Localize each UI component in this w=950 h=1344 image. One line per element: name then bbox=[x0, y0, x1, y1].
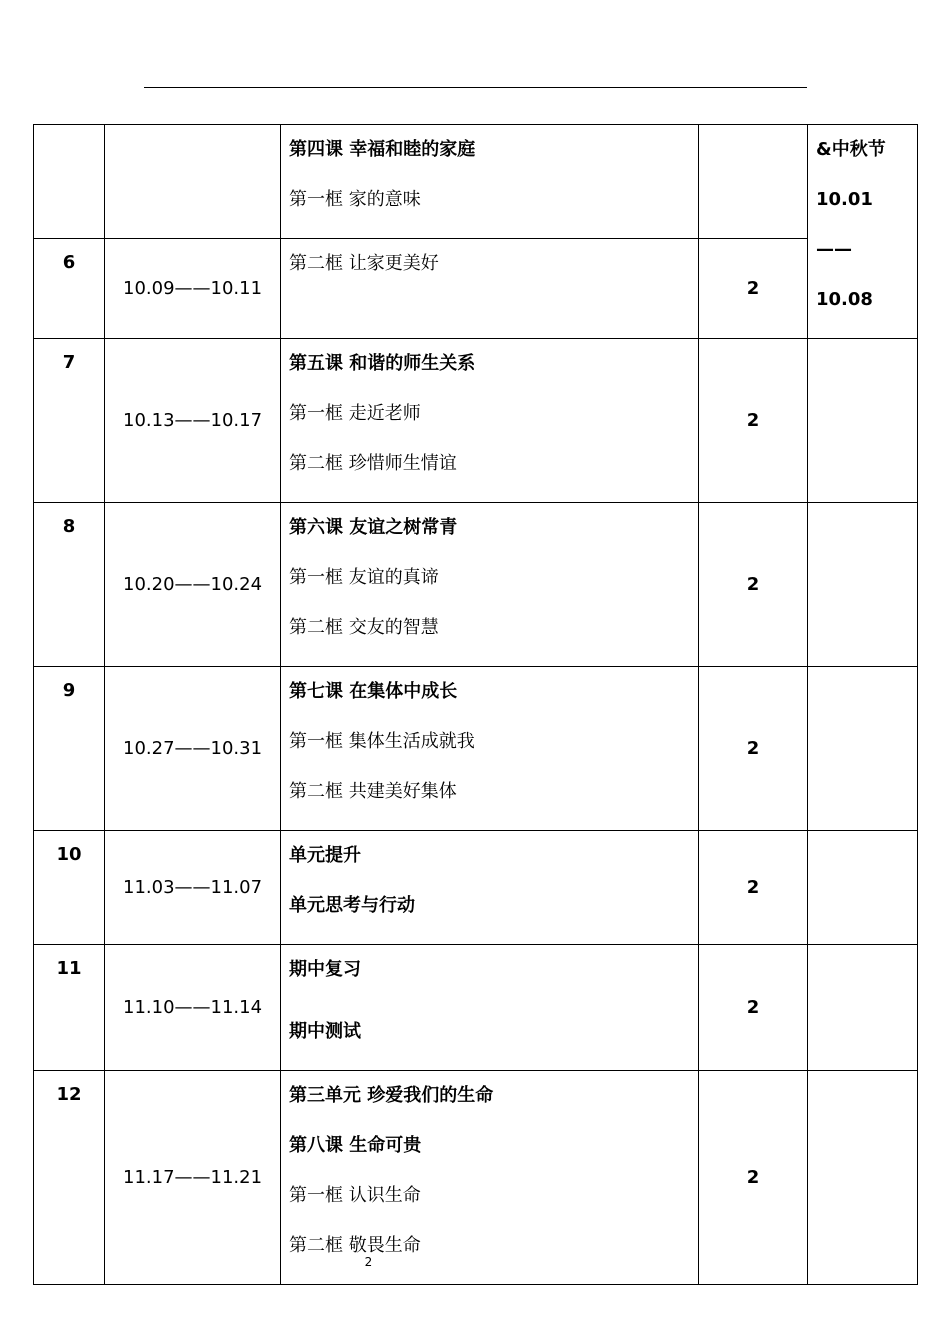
lesson-line: 第八课 生命可贵 bbox=[289, 1135, 422, 1156]
table-row bbox=[34, 503, 918, 667]
lesson-line: 第二框 让家更美好 bbox=[289, 253, 439, 274]
table-row bbox=[34, 125, 918, 239]
lesson-line: 第二框 交友的智慧 bbox=[289, 617, 439, 638]
note-cell bbox=[808, 1071, 918, 1285]
lesson-line: 第二框 敬畏生命 bbox=[289, 1235, 421, 1256]
content-cell bbox=[281, 945, 699, 1071]
note-line: —— bbox=[816, 239, 852, 260]
date-cell: 11.10——11.14 bbox=[105, 945, 281, 1071]
table-row bbox=[34, 945, 918, 1071]
table-row bbox=[34, 339, 918, 503]
content-cell bbox=[281, 667, 699, 831]
lesson-line: 单元思考与行动 bbox=[289, 895, 415, 916]
note-cell bbox=[808, 831, 918, 945]
week-cell: 9 bbox=[34, 667, 105, 831]
note-cell bbox=[808, 503, 918, 667]
note-cell bbox=[808, 339, 918, 503]
content-cell bbox=[281, 339, 699, 503]
hours-cell: 2 bbox=[699, 339, 808, 503]
lesson-line: 第五课 和谐的师生关系 bbox=[289, 353, 476, 374]
hours-cell: 2 bbox=[699, 239, 808, 339]
table-row bbox=[34, 831, 918, 945]
note-cell bbox=[808, 667, 918, 831]
table-row bbox=[34, 667, 918, 831]
lesson-line: 第一框 走近老师 bbox=[289, 403, 421, 424]
hours-cell: 2 bbox=[699, 503, 808, 667]
note-line: &中秋节 bbox=[816, 139, 886, 160]
page-number: 2 bbox=[364, 1255, 373, 1269]
content-cell bbox=[281, 125, 699, 239]
content-cell bbox=[281, 503, 699, 667]
hours-cell: 2 bbox=[699, 667, 808, 831]
lesson-line: 单元提升 bbox=[289, 845, 361, 866]
table-row bbox=[34, 1071, 918, 1285]
date-cell: 10.20——10.24 bbox=[105, 503, 281, 667]
lesson-line: 第一框 集体生活成就我 bbox=[289, 731, 475, 752]
header-rule bbox=[144, 87, 807, 88]
lesson-line: 第三单元 珍爱我们的生命 bbox=[289, 1085, 494, 1106]
lesson-line: 第七课 在集体中成长 bbox=[289, 681, 458, 702]
note-line: 10.01 bbox=[816, 189, 873, 210]
date-cell: 10.09——10.11 bbox=[105, 239, 281, 339]
content-cell bbox=[281, 239, 699, 339]
lesson-line: 期中测试 bbox=[289, 1021, 361, 1042]
note-line: 10.08 bbox=[816, 289, 873, 310]
hours-cell: 2 bbox=[699, 831, 808, 945]
date-cell bbox=[105, 125, 281, 239]
week-cell: 12 bbox=[34, 1071, 105, 1285]
week-cell bbox=[34, 125, 105, 239]
week-cell: 6 bbox=[34, 239, 105, 339]
week-cell: 10 bbox=[34, 831, 105, 945]
lesson-line: 第六课 友谊之树常青 bbox=[289, 517, 458, 538]
hours-cell: 2 bbox=[699, 945, 808, 1071]
lesson-line: 第四课 幸福和睦的家庭 bbox=[289, 139, 476, 160]
content-cell bbox=[281, 1071, 699, 1285]
week-cell: 11 bbox=[34, 945, 105, 1071]
note-cell bbox=[808, 125, 918, 339]
note-cell bbox=[808, 945, 918, 1071]
date-cell: 10.13——10.17 bbox=[105, 339, 281, 503]
lesson-line: 第二框 共建美好集体 bbox=[289, 781, 457, 802]
lesson-line: 期中复习 bbox=[289, 959, 361, 980]
date-cell: 10.27——10.31 bbox=[105, 667, 281, 831]
lesson-line: 第一框 友谊的真谛 bbox=[289, 567, 439, 588]
hours-cell bbox=[699, 125, 808, 239]
lesson-line: 第二框 珍惜师生情谊 bbox=[289, 453, 457, 474]
lesson-line: 第一框 认识生命 bbox=[289, 1185, 421, 1206]
content-cell bbox=[281, 831, 699, 945]
date-cell: 11.17——11.21 bbox=[105, 1071, 281, 1285]
teaching-schedule-table bbox=[33, 124, 918, 1285]
table-row bbox=[34, 239, 918, 339]
week-cell: 7 bbox=[34, 339, 105, 503]
lesson-line: 第一框 家的意味 bbox=[289, 189, 421, 210]
date-cell: 11.03——11.07 bbox=[105, 831, 281, 945]
week-cell: 8 bbox=[34, 503, 105, 667]
hours-cell: 2 bbox=[699, 1071, 808, 1285]
